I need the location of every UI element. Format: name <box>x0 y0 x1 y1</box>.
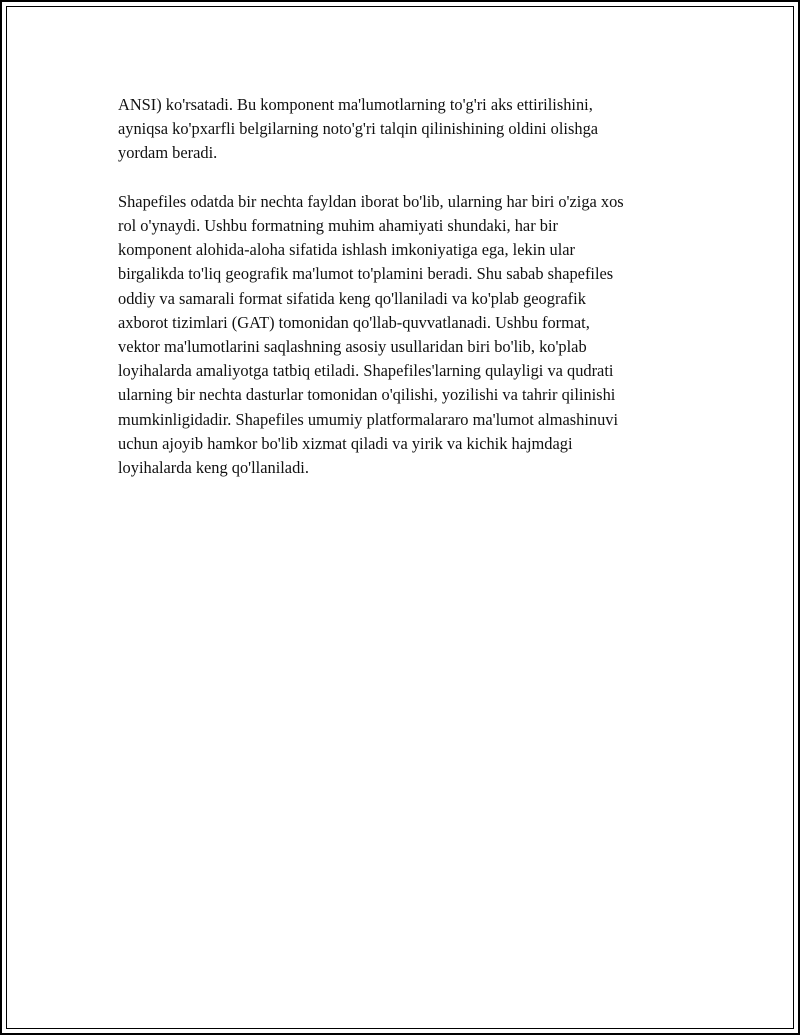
text-line: komponent alohida-aloha sifatida ishlash imkoniyatiga ega, lekin ular <box>118 240 575 260</box>
text-line: mumkinligidadir. Shapefiles umumiy platformalararo ma'lumot almashinuvi <box>118 409 619 429</box>
text-line: loyihalarda amaliyotga tatbiq etiladi. Shapefiles'larning qulayligi va qudrati <box>118 361 614 381</box>
text-line: loyihalarda keng qo'llaniladi. <box>118 458 309 478</box>
paragraph-shapefiles <box>118 190 698 480</box>
text-line: vektor ma'lumotlarini saqlashning asosiy usullaridan biri bo'lib, ko'plab <box>118 337 587 357</box>
paragraph-ansi-encoding <box>118 93 698 166</box>
text-line: ularning bir nechta dasturlar tomonidan o'qilishi, yozilishi va tahrir qilinishi <box>118 385 616 405</box>
text-line: birgalikda to'liq geografik ma'lumot to'plamini beradi. Shu sabab shapefiles <box>118 264 614 284</box>
text-line: ANSI) ko'rsatadi. Bu komponent ma'lumotlarning to'g'ri aks ettirilishini, <box>118 95 593 114</box>
text-line: axborot tizimlari (GAT) tomonidan qo'llab-quvvatlanadi. Ushbu format, <box>118 312 590 332</box>
text-line: Shapefiles odatda bir nechta fayldan iborat bo'lib, ularning har biri o'ziga xos <box>118 191 624 211</box>
text-line: uchun ajoyib hamkor bo'lib xizmat qiladi va yirik va kichik hajmdagi <box>118 433 573 453</box>
text-line: oddiy va samarali format sifatida keng qo'llaniladi va ko'plab geografik <box>118 288 586 308</box>
text-line: yordam beradi. <box>118 143 218 163</box>
text-line: ayniqsa ko'pxarfli belgilarning noto'g'ri talqin qilinishining oldini olishga <box>118 119 599 139</box>
document-body <box>118 93 698 504</box>
text-line: rol o'ynaydi. Ushbu formatning muhim ahamiyati shundaki, har bir <box>118 216 558 235</box>
